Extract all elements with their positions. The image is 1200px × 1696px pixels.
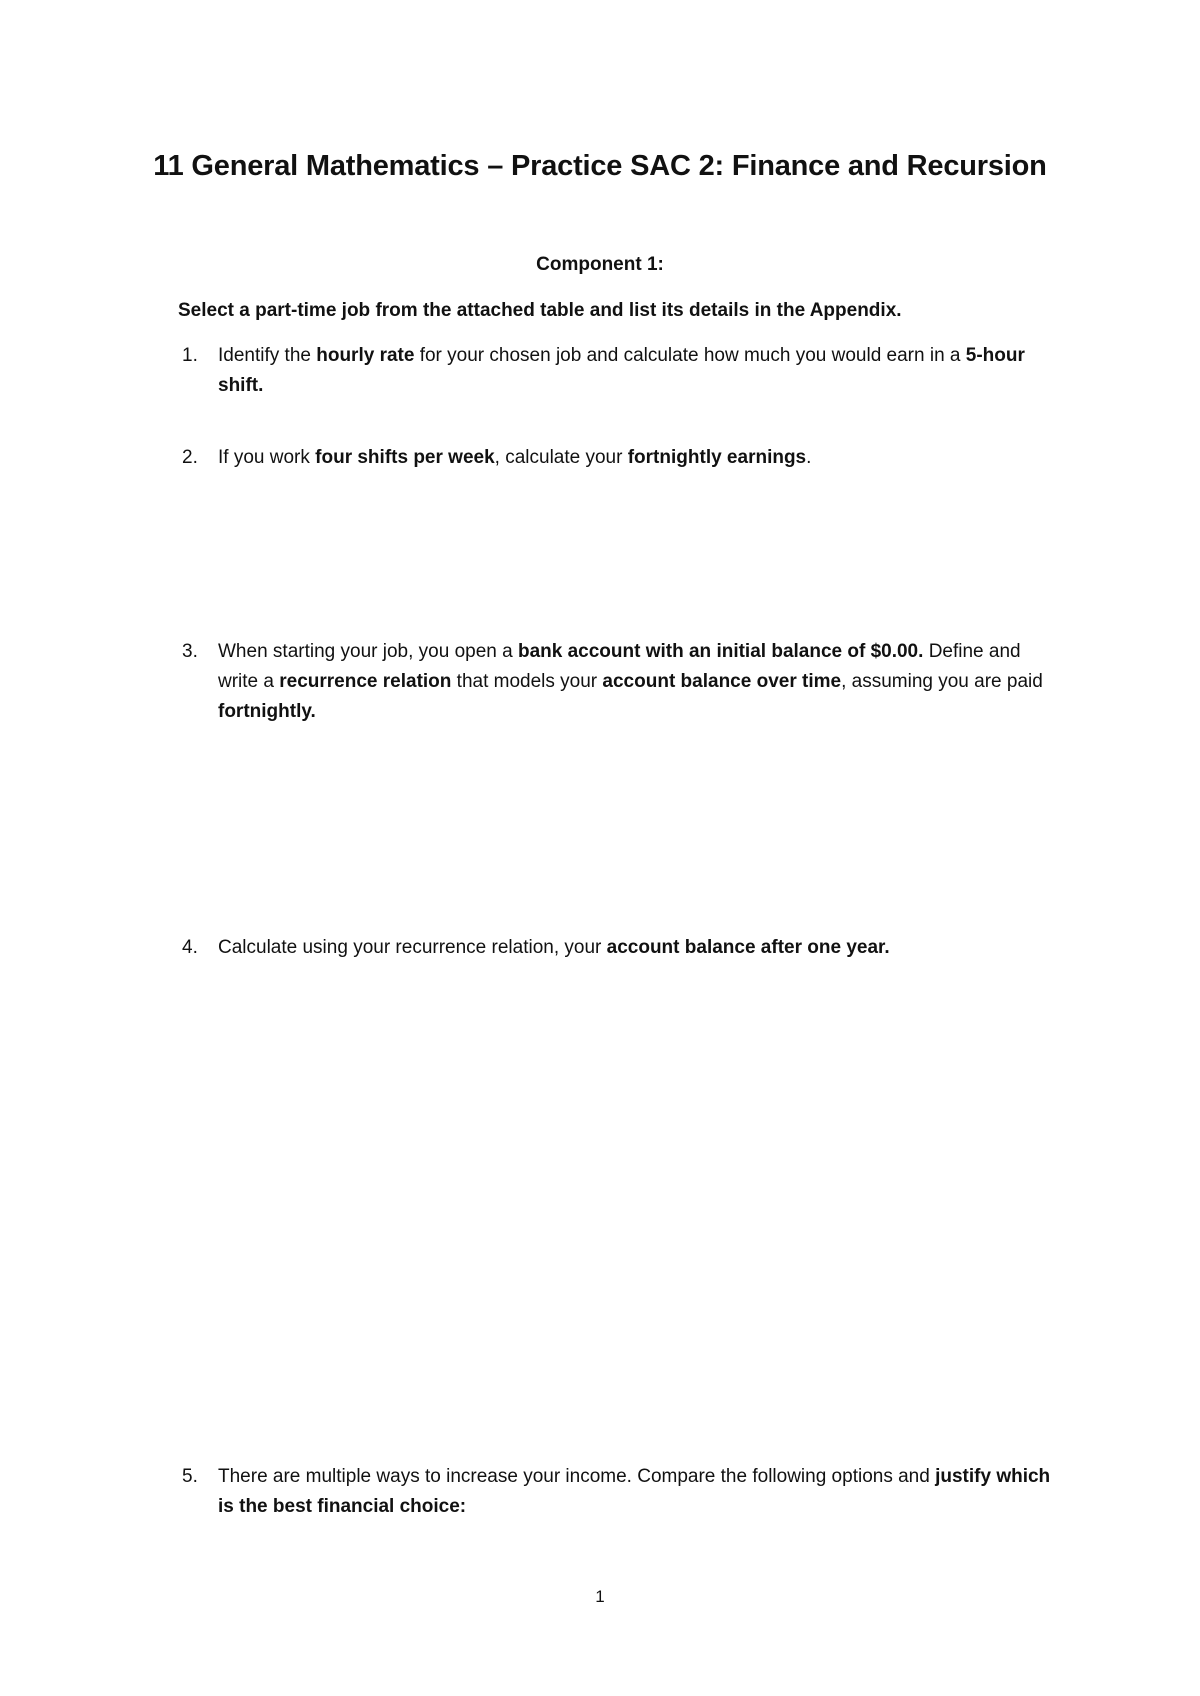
instruction-text: Select a part-time job from the attached table and list its details in the Appendix. [178, 300, 902, 321]
question-number: 3. [182, 641, 198, 662]
emphasized-text: fortnightly earnings [627, 447, 807, 468]
emphasized-text: justify which is the best financial choice: [218, 1466, 1051, 1517]
question-number: 2. [182, 447, 198, 468]
emphasized-text: account balance after one year. [606, 937, 890, 958]
question-text-run: Identify the [218, 345, 317, 366]
emphasized-text: hourly rate [316, 345, 415, 366]
emphasized-text: recurrence relation [279, 671, 452, 692]
emphasized-text: 5-hour shift. [218, 345, 1025, 396]
question-number: 5. [182, 1466, 198, 1487]
question-3 [174, 637, 1054, 727]
question-text-run: If you work [218, 447, 316, 468]
question-text [218, 341, 1054, 401]
question-2 [174, 443, 1054, 473]
question-text-run: There are multiple ways to increase your income. Compare the following options and [218, 1466, 936, 1487]
emphasized-text: fortnightly. [218, 701, 316, 722]
question-text-run: for your chosen job and calculate how much you would earn in a [414, 345, 966, 366]
question-text-run: , calculate your [494, 447, 628, 468]
question-text-run: , assuming you are paid [841, 671, 1043, 692]
emphasized-text: bank account with an initial balance of $0.00. [517, 641, 924, 662]
question-text-run: When starting your job, you open a [218, 641, 518, 662]
question-text-run: Calculate using your recurrence relation, your [218, 937, 607, 958]
question-number: 4. [182, 937, 198, 958]
document-title: 11 General Mathematics – Practice SAC 2: Finance and Recursion [153, 150, 1047, 182]
question-text [218, 637, 1054, 727]
question-text [218, 1462, 1054, 1522]
component-heading: Component 1: [536, 254, 664, 275]
emphasized-text: account balance over time [602, 671, 842, 692]
question-number: 1. [182, 345, 198, 366]
emphasized-text: four shifts per week [315, 447, 495, 468]
question-4 [174, 933, 1054, 963]
question-text-run: that models your [451, 671, 603, 692]
question-text [218, 443, 1054, 473]
page-number: 1 [595, 1587, 605, 1606]
question-text-run: . [806, 447, 812, 468]
question-1 [174, 341, 1054, 401]
question-text-run: Define and write a [218, 641, 1021, 692]
question-5 [174, 1462, 1054, 1522]
question-text [218, 933, 1054, 963]
